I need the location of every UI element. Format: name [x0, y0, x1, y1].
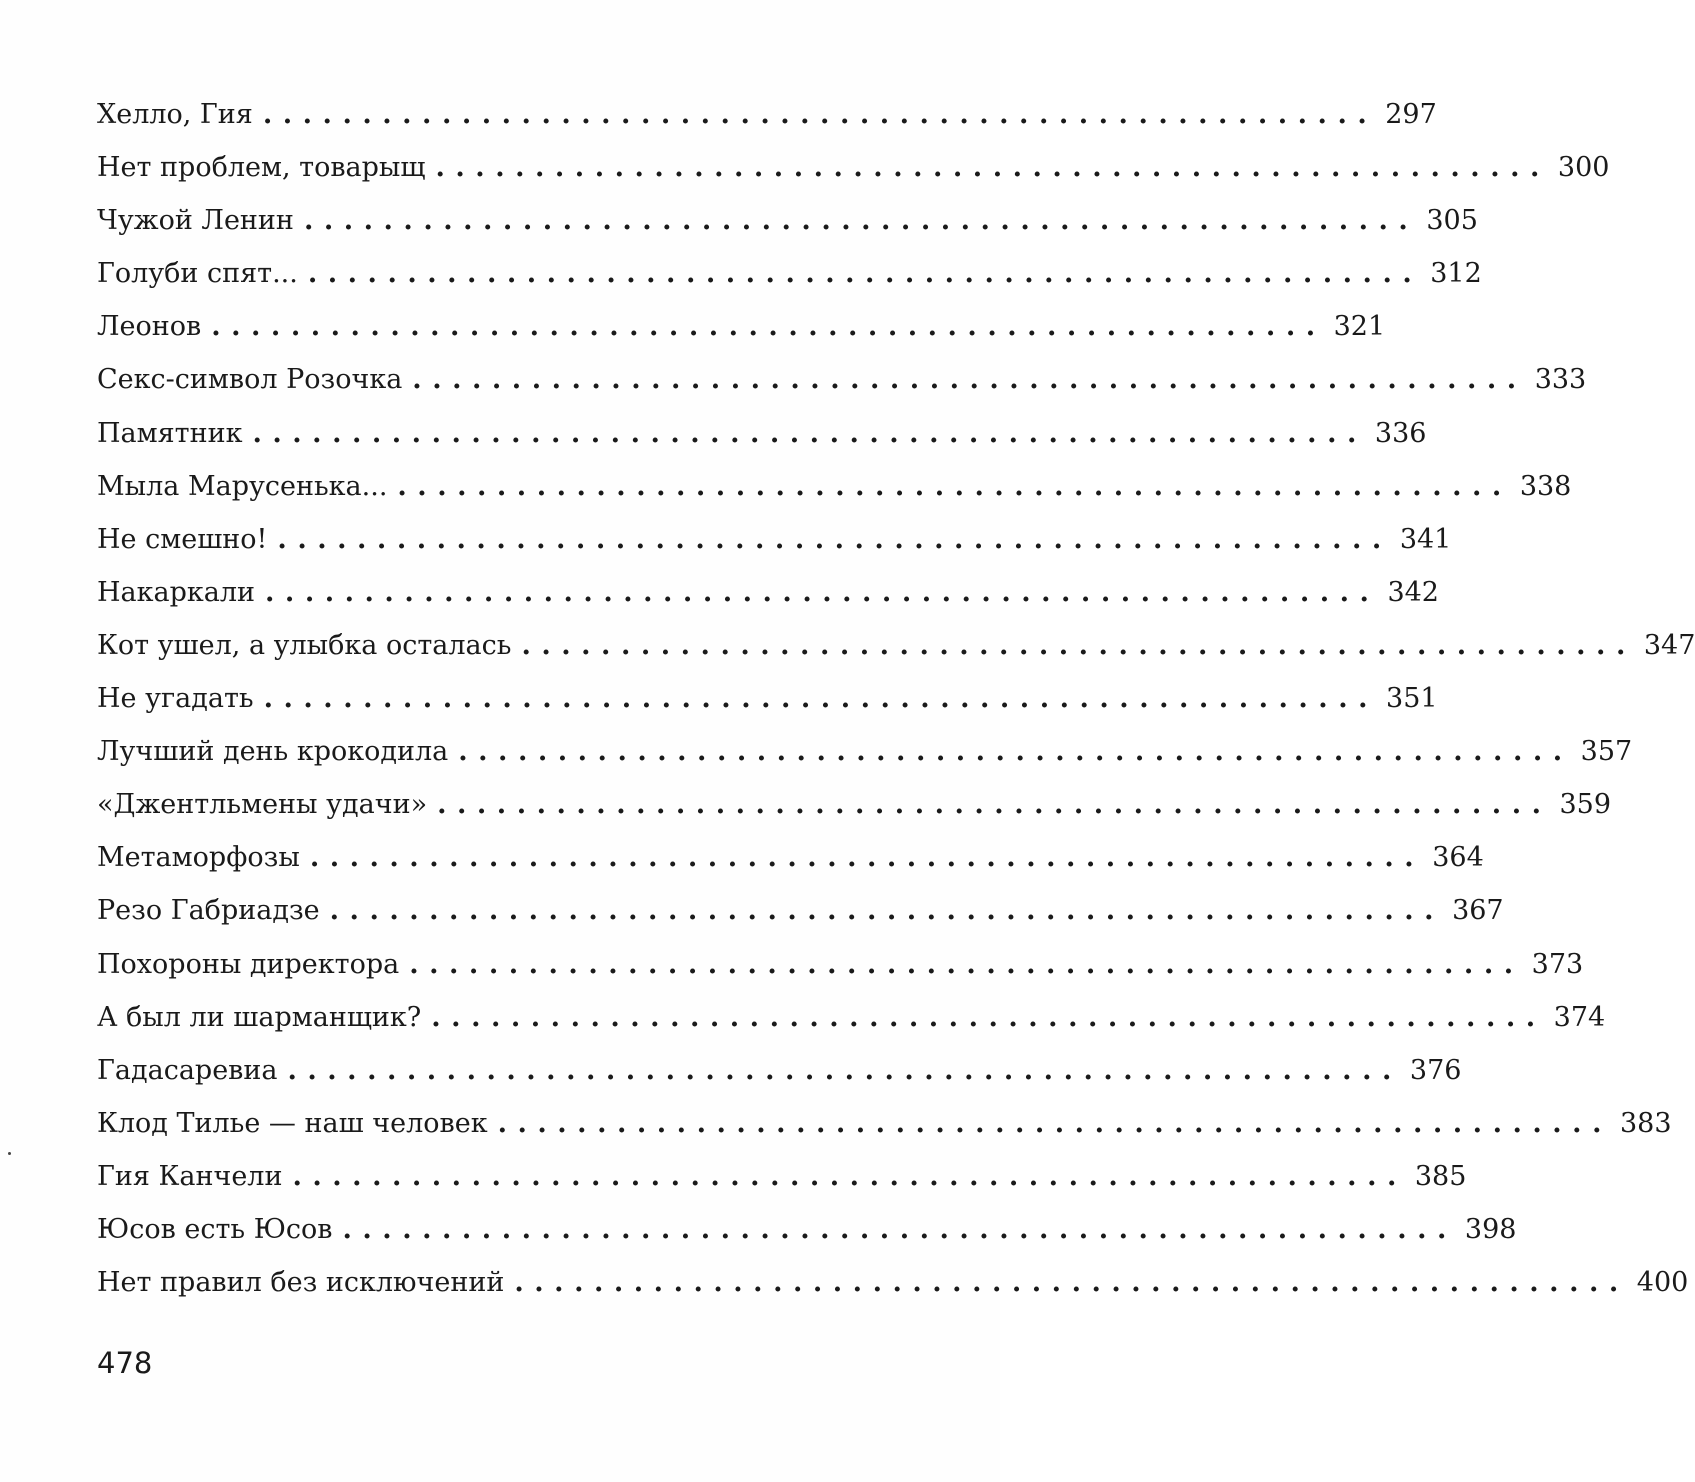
toc-entry: [97, 1044, 1462, 1097]
table-of-contents: [97, 88, 1695, 1309]
toc-entry-title: Клод Тилье — наш человек: [97, 1107, 488, 1139]
dot-leader: ........................................................: [287, 1054, 1402, 1086]
toc-entry: [97, 566, 1439, 619]
dot-leader: ........................................................: [497, 1107, 1612, 1139]
toc-entry-page: 398: [1464, 1213, 1517, 1245]
toc-entry: [97, 619, 1695, 672]
toc-entry-title: Резо Габриадзе: [97, 895, 320, 927]
toc-entry-title: Накаркали: [97, 576, 256, 608]
toc-entry-page: 341: [1399, 523, 1452, 555]
toc-entry: [97, 991, 1606, 1044]
dot-leader: ........................................................: [397, 470, 1512, 502]
toc-entry: [97, 831, 1484, 884]
toc-entry: [97, 1150, 1467, 1203]
dot-leader: ........................................................: [514, 1267, 1629, 1299]
dot-leader: ........................................................: [309, 842, 1425, 874]
toc-entry-title: Метаморфозы: [97, 842, 300, 874]
toc-entry-title: Голуби спят...: [97, 258, 298, 290]
toc-entry: [97, 938, 1584, 991]
dot-leader: ........................................................: [292, 1160, 1407, 1192]
toc-entry-title: Гия Канчели: [97, 1160, 283, 1192]
toc-entry-title: Лучший день крокодила: [97, 736, 449, 768]
toc-entry-page: 342: [1387, 576, 1439, 608]
dot-leader: ........................................................: [521, 629, 1636, 661]
toc-entry-page: 336: [1374, 417, 1427, 449]
dot-leader: ........................................................: [307, 258, 1423, 290]
toc-entry-title: Секс-символ Розочка: [97, 364, 403, 396]
toc-entry-page: 333: [1534, 364, 1587, 396]
toc-entry-title: «Джентльмены удачи»: [97, 789, 428, 821]
toc-entry-page: 321: [1333, 311, 1386, 343]
toc-entry-page: 300: [1557, 152, 1610, 184]
toc-entry: [97, 1097, 1672, 1150]
toc-entry-page: 376: [1409, 1054, 1462, 1086]
dot-leader: ........................................................: [409, 948, 1524, 980]
dot-leader: ........................................................: [303, 205, 1419, 237]
toc-entry-page: 338: [1519, 470, 1572, 502]
dot-leader: ........................................................: [458, 736, 1573, 768]
toc-entry: [97, 460, 1572, 513]
toc-entry: [97, 778, 1612, 831]
toc-entry-title: Не смешно!: [97, 523, 268, 555]
toc-entry: [97, 1203, 1517, 1256]
dot-leader: ........................................................: [252, 417, 1367, 449]
toc-entry-page: 373: [1531, 948, 1584, 980]
dot-leader: ........................................................: [263, 683, 1379, 715]
toc-entry-title: Кот ушел, а улыбка осталась: [97, 629, 512, 661]
toc-entry-page: 383: [1619, 1107, 1672, 1139]
toc-entry: [97, 88, 1437, 141]
dot-leader: ........................................................: [329, 895, 1445, 927]
toc-entry-title: Похороны директора: [97, 948, 400, 980]
toc-entry: [97, 884, 1504, 937]
toc-entry: [97, 353, 1587, 406]
toc-entry-title: Памятник: [97, 417, 243, 449]
toc-entry: [97, 141, 1610, 194]
toc-entry-page: 305: [1426, 205, 1478, 237]
toc-entry-title: Хелло, Гия: [97, 99, 253, 130]
toc-entry-page: 357: [1580, 736, 1633, 768]
toc-entry: [97, 247, 1482, 300]
toc-entry-title: Юсов есть Юсов: [97, 1213, 333, 1245]
dot-leader: ........................................................: [277, 523, 1392, 555]
dot-leader: ........................................................: [437, 789, 1552, 821]
toc-entry: [97, 672, 1438, 725]
toc-entry-title: Чужой Ленин: [97, 205, 294, 237]
dot-leader: ........................................................: [211, 311, 1326, 343]
scan-speck: [8, 1152, 11, 1155]
dot-leader: ........................................................: [412, 364, 1527, 396]
toc-entry-title: Нет проблем, товарыщ: [97, 152, 426, 184]
toc-entry-title: Гадасаревиа: [97, 1054, 278, 1086]
toc-entry-page: 351: [1386, 683, 1438, 715]
toc-entry: [97, 513, 1452, 566]
toc-entry: [97, 1256, 1689, 1309]
toc-entry-page: 312: [1430, 258, 1482, 290]
page-number: 478: [97, 1346, 153, 1380]
dot-leader: ........................................................: [262, 99, 1378, 130]
toc-entry: [97, 194, 1478, 247]
toc-entry-title: А был ли шарманщик?: [97, 1001, 422, 1033]
toc-entry-page: 359: [1559, 789, 1612, 821]
toc-entry-page: 364: [1432, 842, 1484, 874]
toc-entry-page: 297: [1385, 99, 1437, 130]
toc-entry: [97, 725, 1633, 778]
dot-leader: ........................................................: [265, 576, 1380, 608]
dot-leader: ........................................................: [342, 1213, 1457, 1245]
dot-leader: ........................................................: [431, 1001, 1546, 1033]
toc-entry-page: 385: [1414, 1160, 1467, 1192]
toc-entry: [97, 300, 1386, 353]
toc-entry-page: 347: [1643, 629, 1695, 661]
toc-entry-title: Мыла Марусенька...: [97, 470, 388, 502]
toc-entry-page: 367: [1452, 895, 1504, 927]
toc-entry-title: Не угадать: [97, 683, 254, 715]
toc-entry-page: 400: [1636, 1267, 1689, 1299]
dot-leader: ........................................................: [435, 152, 1550, 184]
toc-entry-title: Нет правил без исключений: [97, 1267, 505, 1299]
toc-entry-title: Леонов: [97, 311, 202, 343]
toc-entry-page: 374: [1553, 1001, 1606, 1033]
toc-entry: [97, 407, 1427, 460]
